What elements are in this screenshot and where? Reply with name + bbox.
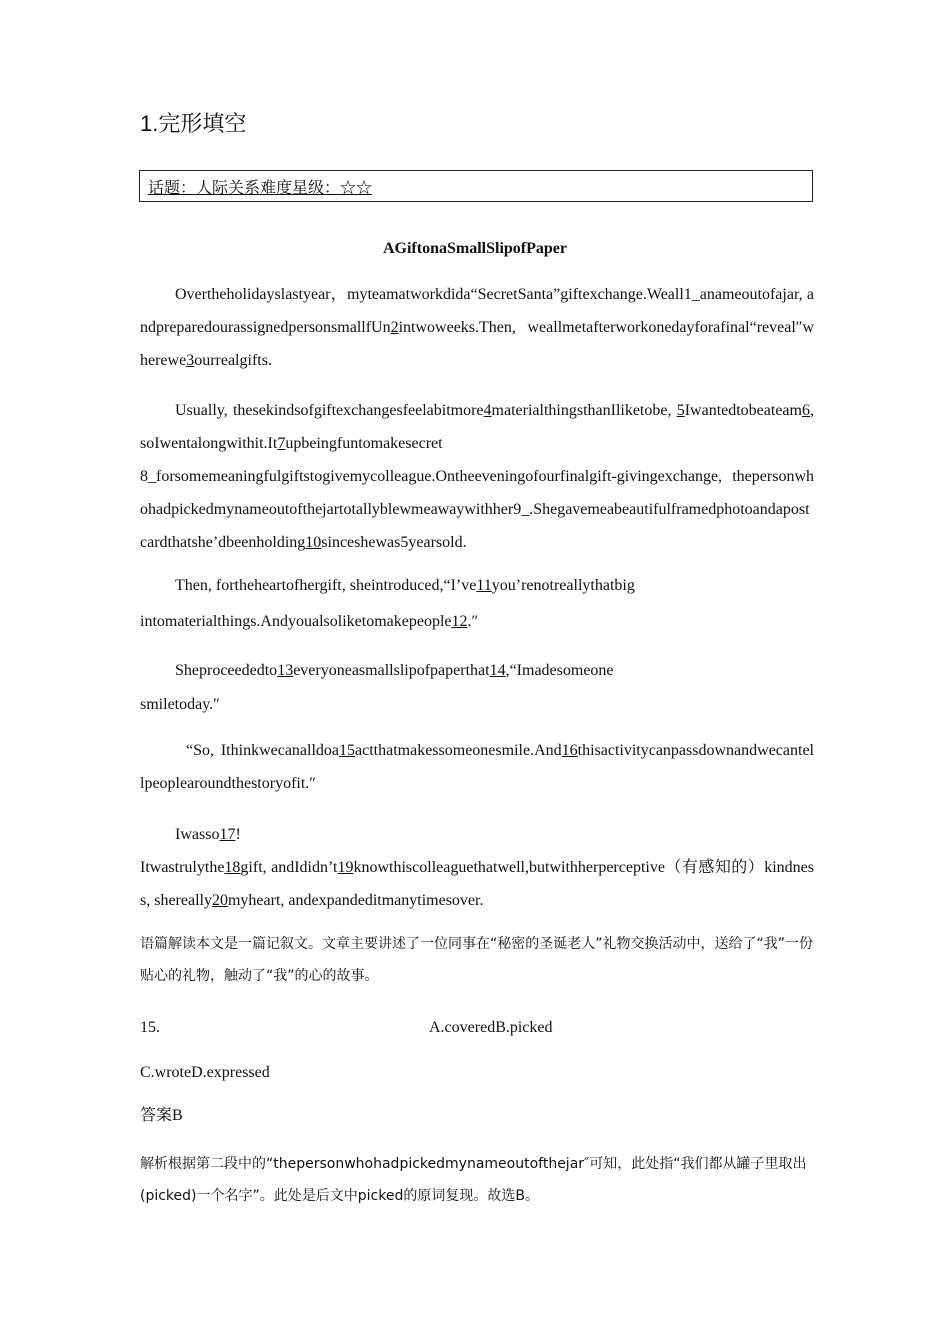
paragraph-5 (140, 734, 814, 800)
text: Sheproceededto (175, 662, 278, 679)
paragraph-2 (140, 394, 814, 559)
blank-12: 12 (451, 613, 468, 630)
text: materialthingsthanIliketobe, (491, 402, 677, 419)
question-number: 15. (140, 1019, 160, 1036)
text: intwoweeks.Then, weallmetafterworkonedayforafinal“reveal″wherewe (140, 319, 814, 369)
explanation: 解析根据第二段中的“thepersonwhohadpickedmynameoutofthejar″可知，此处指“我们都从罐子里取出(picked)一个名字”。此处是后文中picked的原词复现。故选B。 (140, 1156, 807, 1204)
text: ! (235, 826, 241, 843)
text: ,“Imadesomeone (505, 662, 614, 679)
paragraph-1 (140, 278, 814, 377)
blank-7: 7 (277, 435, 286, 452)
text: 8_forsomemeaningfulgiftstogivemycolleague.Ontheeveningofourfinalgift-givingexchange, thepersonwhohadpickedmynameoutofthejartotallyblewmeawaywithher9_.Shegavemeabeautifulframedphotoandapostcardthatshe’dbeenholding (140, 468, 814, 551)
blank-19: 19 (337, 859, 354, 876)
blank-5: 5 (676, 402, 685, 419)
text: you’renotreallythatbig (491, 577, 635, 594)
reading-note: 语篇解读本文是一篇记叙文。文章主要讲述了一位同事在“秘密的圣诞老人”礼物交换活动中，送给了“我”一份贴心的礼物，触动了“我”的心的故事。 (140, 936, 814, 984)
text: Iwasso (175, 826, 220, 843)
text: ourrealgifts. (194, 352, 272, 369)
text: intomaterialthings.Andyoualsoliketomakepeople (140, 613, 452, 630)
blank-20: 20 (211, 892, 228, 909)
text: .″ (467, 613, 479, 630)
text: “So, Ithinkwecanalldoa (186, 742, 340, 759)
blank-16: 16 (561, 742, 578, 759)
text: sinceshewas5yearsold. (321, 534, 467, 551)
blank-2: 2 (390, 319, 399, 336)
text: smiletoday.″ (140, 696, 220, 713)
topic-line: 话题：人际关系难度星级：☆☆ (148, 180, 373, 197)
blank-11: 11 (476, 577, 492, 594)
text: myheart, andexpandeditmanytimesover. (227, 892, 484, 909)
blank-18: 18 (224, 859, 241, 876)
text: actthatmakessomeonesmile.And (355, 742, 562, 759)
text: Itwastrulythe (140, 859, 225, 876)
topic-box (139, 170, 813, 202)
blank-4: 4 (483, 402, 492, 419)
text: upbeingfuntomakesecret (285, 435, 443, 452)
text: everyoneasmallslipofpaperthat (293, 662, 490, 679)
blank-15: 15 (339, 742, 356, 759)
text: gift, andIdidn’t (240, 859, 338, 876)
paragraph-4 (140, 654, 814, 722)
paragraph-6 (140, 818, 814, 917)
text: Overtheholidayslastyear，myteamatworkdida“SecretSanta”giftexchange.Weall1_anameoutofajar, andpreparedourassignedpersonsmallfUn (140, 286, 814, 336)
text: knowthiscolleaguethatwell,butwithherperceptive（有感知的）kindness, shereally (140, 859, 815, 909)
blank-14: 14 (489, 662, 506, 679)
answer: 答案B (140, 1107, 183, 1124)
blank-3: 3 (186, 352, 195, 369)
passage-title: AGiftonaSmallSlipofPaper (382, 240, 567, 257)
blank-10: 10 (305, 534, 322, 551)
text: Usually, thesekindsofgiftexchangesfeelabitmore (175, 402, 484, 419)
blank-13: 13 (277, 662, 294, 679)
options-cd: C.wroteD.expressed (140, 1064, 270, 1081)
text: , soIwentalongwithit.It (140, 402, 814, 452)
section-heading: 1.完形填空 (140, 111, 247, 136)
blank-17: 17 (219, 826, 236, 843)
text: Iwantedtobeateam (684, 402, 802, 419)
paragraph-3 (140, 568, 814, 640)
blank-6: 6 (801, 402, 810, 419)
text: thisactivitycanpassdownandwecantellpeoplearoundthestoryofit.″ (140, 742, 814, 792)
options-ab: A.coveredB.picked (429, 1019, 553, 1036)
text: Then, fortheheartofhergift, sheintroduced,“I’ve (175, 577, 477, 594)
